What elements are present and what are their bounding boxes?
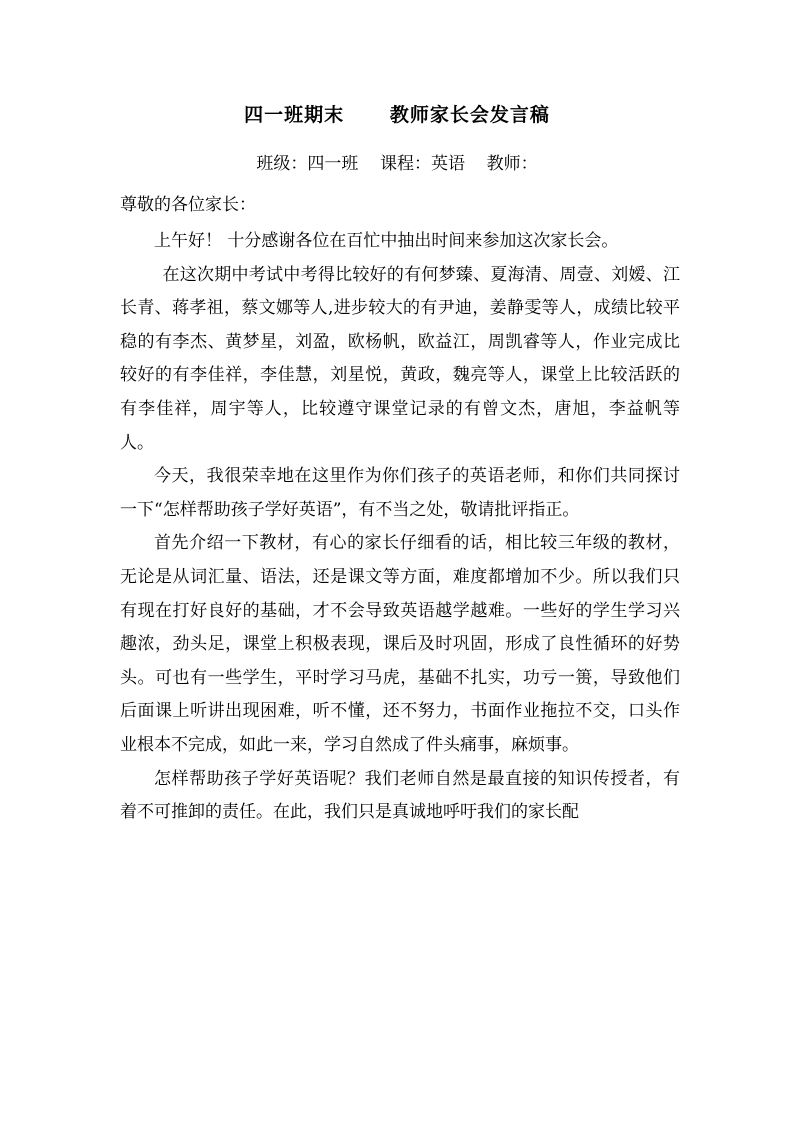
paragraph-textbook: 首先介绍一下教材，有心的家长仔细看的话，相比较三年级的教材，无论是从词汇量、语法，还是课文等方面，难度都增加不少。所以我们只有现在打好良好的基础，才不会导致英语越学越难。一些好的学生学习兴趣浓，劲头足，课堂上积极表现，课后及时巩固，形成了良性循环的好势头。可也有一些学生，平时学习马虎，基础不扎实，功亏一篑，导致他们后面课上听讲出现困难，听不懂，还不努力，书面作业拖拉不交，口头作业根本不完成，如此一来，学习自然成了件头痛事，麻烦事。 bbox=[120, 533, 680, 755]
paragraph-introduction: 今天，我很荣幸地在这里作为你们孩子的英语老师，和你们共同探讨一下“怎样帮助孩子学好英语”，有不当之处，敬请批评指正。 bbox=[120, 466, 680, 520]
paragraph-how-to-help: 怎样帮助孩子学好英语呢？我们老师自然是最直接的知识传授者，有着不可推卸的责任。在此，我们只是真诚地呼吁我们的家长配 bbox=[120, 768, 680, 823]
greeting-line: 尊敬的各位家长： bbox=[120, 195, 256, 215]
document-subtitle: 班级：四一班 课程：英语 教师： bbox=[256, 154, 538, 174]
document-title: 四一班期末 教师家长会发言稿 bbox=[244, 104, 550, 126]
paragraph-student-list: 在这次期中考试中考得比较好的有何梦臻、夏海清、周壹、刘嫒、江长青、蒋孝祖，蔡文娜等人,进步较大的有尹迪，姜静雯等人，成绩比较平稳的有李杰、黄梦星，刘盈，欧杨帆，欧益江，周凯睿等人，作业完成比较好的有李佳祥，李佳慧，刘星悦，黄政，魏亮等人，课堂上比较活跃的有李佳祥，周宇等人，比较遵守课堂记录的有曾文杰，唐旭，李益帆等人。 bbox=[120, 264, 680, 453]
document-body bbox=[120, 225, 680, 830]
paragraph-opening: 上午好！ 十分感谢各位在百忙中抽出时间来参加这次家长会。 bbox=[154, 231, 619, 251]
